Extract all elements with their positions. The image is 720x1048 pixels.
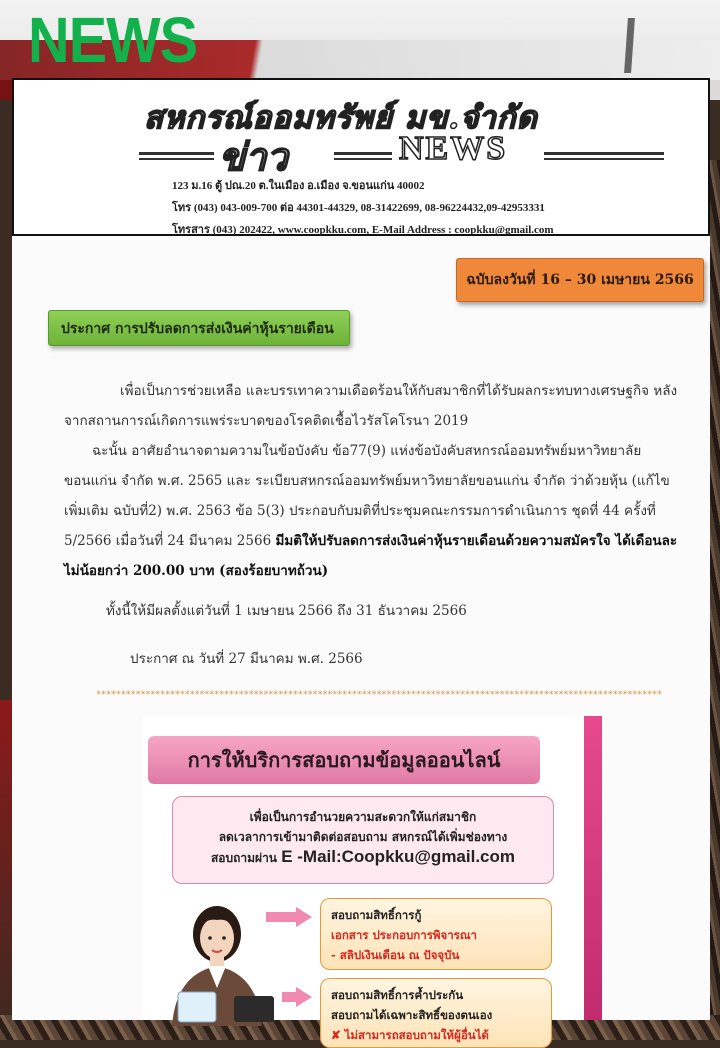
announcement-paragraph-1: เพื่อเป็นการช่วยเหลือ และบรรเทาความเดือดร้อนให้กับสมาชิกที่ได้รับผลกระทบทางเศรษฐกิจ หลังจากสถานการณ์เกิดการแพร่ระบาดของโรคติดเชื้อไวรัสโคโรนา 2019 bbox=[64, 383, 678, 429]
newsletter-page bbox=[12, 78, 710, 1042]
arrow-shaft-1 bbox=[266, 912, 296, 922]
organization-name: สหกรณ์ออมทรัพย์ มข.จำกัด bbox=[144, 100, 538, 136]
paragraph-2-resolution: มีมติให้ปรับลดการส่งเงินค่าหุ้นรายเดือนด้วยความสมัครใจ ได้เดือนละไม่น้อยกว่า 200.00 บาท (สองร้อยบาทถ้วน) bbox=[64, 533, 678, 579]
announcement-date: ประกาศ ณ วันที่ 27 มีนาคม พ.ศ. 2566 bbox=[130, 651, 363, 667]
arrow-shaft-2 bbox=[282, 992, 296, 1002]
masthead-address: 123 ม.16 ตู้ ปณ.20 ต.ในเมือง อ.เมือง จ.ขอนแก่น 40002 bbox=[172, 180, 425, 192]
announcement-effective-period: ทั้งนี้ให้มีผลตั้งแต่วันที่ 1 เมษายน 2566 ถึง 31 ธันวาคม 2566 bbox=[106, 603, 467, 619]
online-service-title: การให้บริการสอบถามข้อมูลออนไลน์ bbox=[148, 736, 540, 784]
masthead-fax-web: โทรสาร (043) 202422, www.coopkku.com, E-Mail Address : coopkku@gmail.com bbox=[172, 224, 554, 236]
masthead-news: NEWS bbox=[399, 130, 508, 167]
background-left-edge bbox=[0, 700, 12, 1040]
intro-line-1: เพื่อเป็นการอำนวยความสะดวกให้แก่สมาชิก bbox=[249, 810, 477, 824]
option-2-restriction: ✘ ไม่สามารถสอบถามให้ผู้อื่นได้ bbox=[331, 1028, 489, 1042]
online-service-panel bbox=[142, 716, 602, 1042]
option-2-own-rights: สอบถามได้เฉพาะสิทธิ์ของตนเอง bbox=[331, 1008, 493, 1022]
masthead-rule bbox=[139, 152, 214, 155]
option-1-title: สอบถามสิทธิ์การกู้ bbox=[331, 908, 422, 922]
panel-accent-stripe bbox=[584, 716, 602, 1020]
paragraph-2-text: ฉะนั้น อาศัยอำนาจตามความในข้อบังคับ ข้อ77(9) แห่งข้อบังคับสหกรณ์ออมทรัพย์มหาวิทยาลัยขอนแก่น จำกัด พ.ศ. 2565 และ ระเบียบสหกรณ์ออมทรัพย์มหาวิทยาลัยขอนแก่น จำกัด ว่าด้วยหุ้น (แก้ไขเพิ่มเติม ฉบับที่2) พ.ศ. 2563 ข้อ 5(3) ประกอบกับมติที่ประชุมคณะกรรมการดำเนินการ ชุดที่ 44 ครั้งที่ 5/2566 เมื่อวันที่ 24 มีนาคม 2566 bbox=[64, 443, 670, 549]
masthead-khao: ข่าว bbox=[219, 134, 288, 179]
option-2-title: สอบถามสิทธิ์การค้ำประกัน bbox=[331, 988, 464, 1002]
announcement-paragraph-2 bbox=[64, 436, 680, 586]
option-guarantee-rights bbox=[320, 978, 552, 1048]
issue-date-badge: ฉบับลงวันที่ 16 – 30 เมษายน 2566 bbox=[456, 258, 704, 302]
section-separator: ******************************************************************************************************************* bbox=[96, 690, 662, 700]
intro-line-2: ลดเวลาการเข้ามาติดต่อสอบถาม สหกรณ์ได้เพิ่มช่องทาง bbox=[218, 830, 508, 844]
announcement-heading: ประกาศ การปรับลดการส่งเงินค่าหุ้นรายเดือน bbox=[48, 310, 350, 346]
intro-line-3 bbox=[173, 847, 553, 868]
arrow-right-icon bbox=[296, 907, 312, 927]
contact-email[interactable]: E -Mail:Coopkku@gmail.com bbox=[281, 847, 516, 866]
option-1-docs: เอกสาร ประกอบการพิจารณา bbox=[331, 928, 477, 942]
option-1-slip: - สลิปเงินเดือน ณ ปัจจุบัน bbox=[331, 948, 460, 962]
masthead-rule bbox=[334, 152, 392, 155]
masthead bbox=[12, 78, 710, 236]
arrow-right-icon bbox=[296, 987, 312, 1007]
masthead-phone: โทร (043) 043-009-700 ต่อ 44301-44329, 08-31422699, 08-96224432,09-42953331 bbox=[172, 202, 545, 214]
masthead-rule bbox=[139, 158, 214, 160]
intro-line-3-prefix: สอบถามผ่าน bbox=[210, 851, 282, 865]
masthead-rule bbox=[544, 158, 664, 160]
masthead-rule bbox=[544, 152, 664, 155]
masthead-rule bbox=[334, 158, 392, 160]
option-loan-rights bbox=[320, 898, 552, 970]
online-service-intro bbox=[172, 796, 554, 884]
news-banner-title: NEWS bbox=[28, 4, 198, 76]
